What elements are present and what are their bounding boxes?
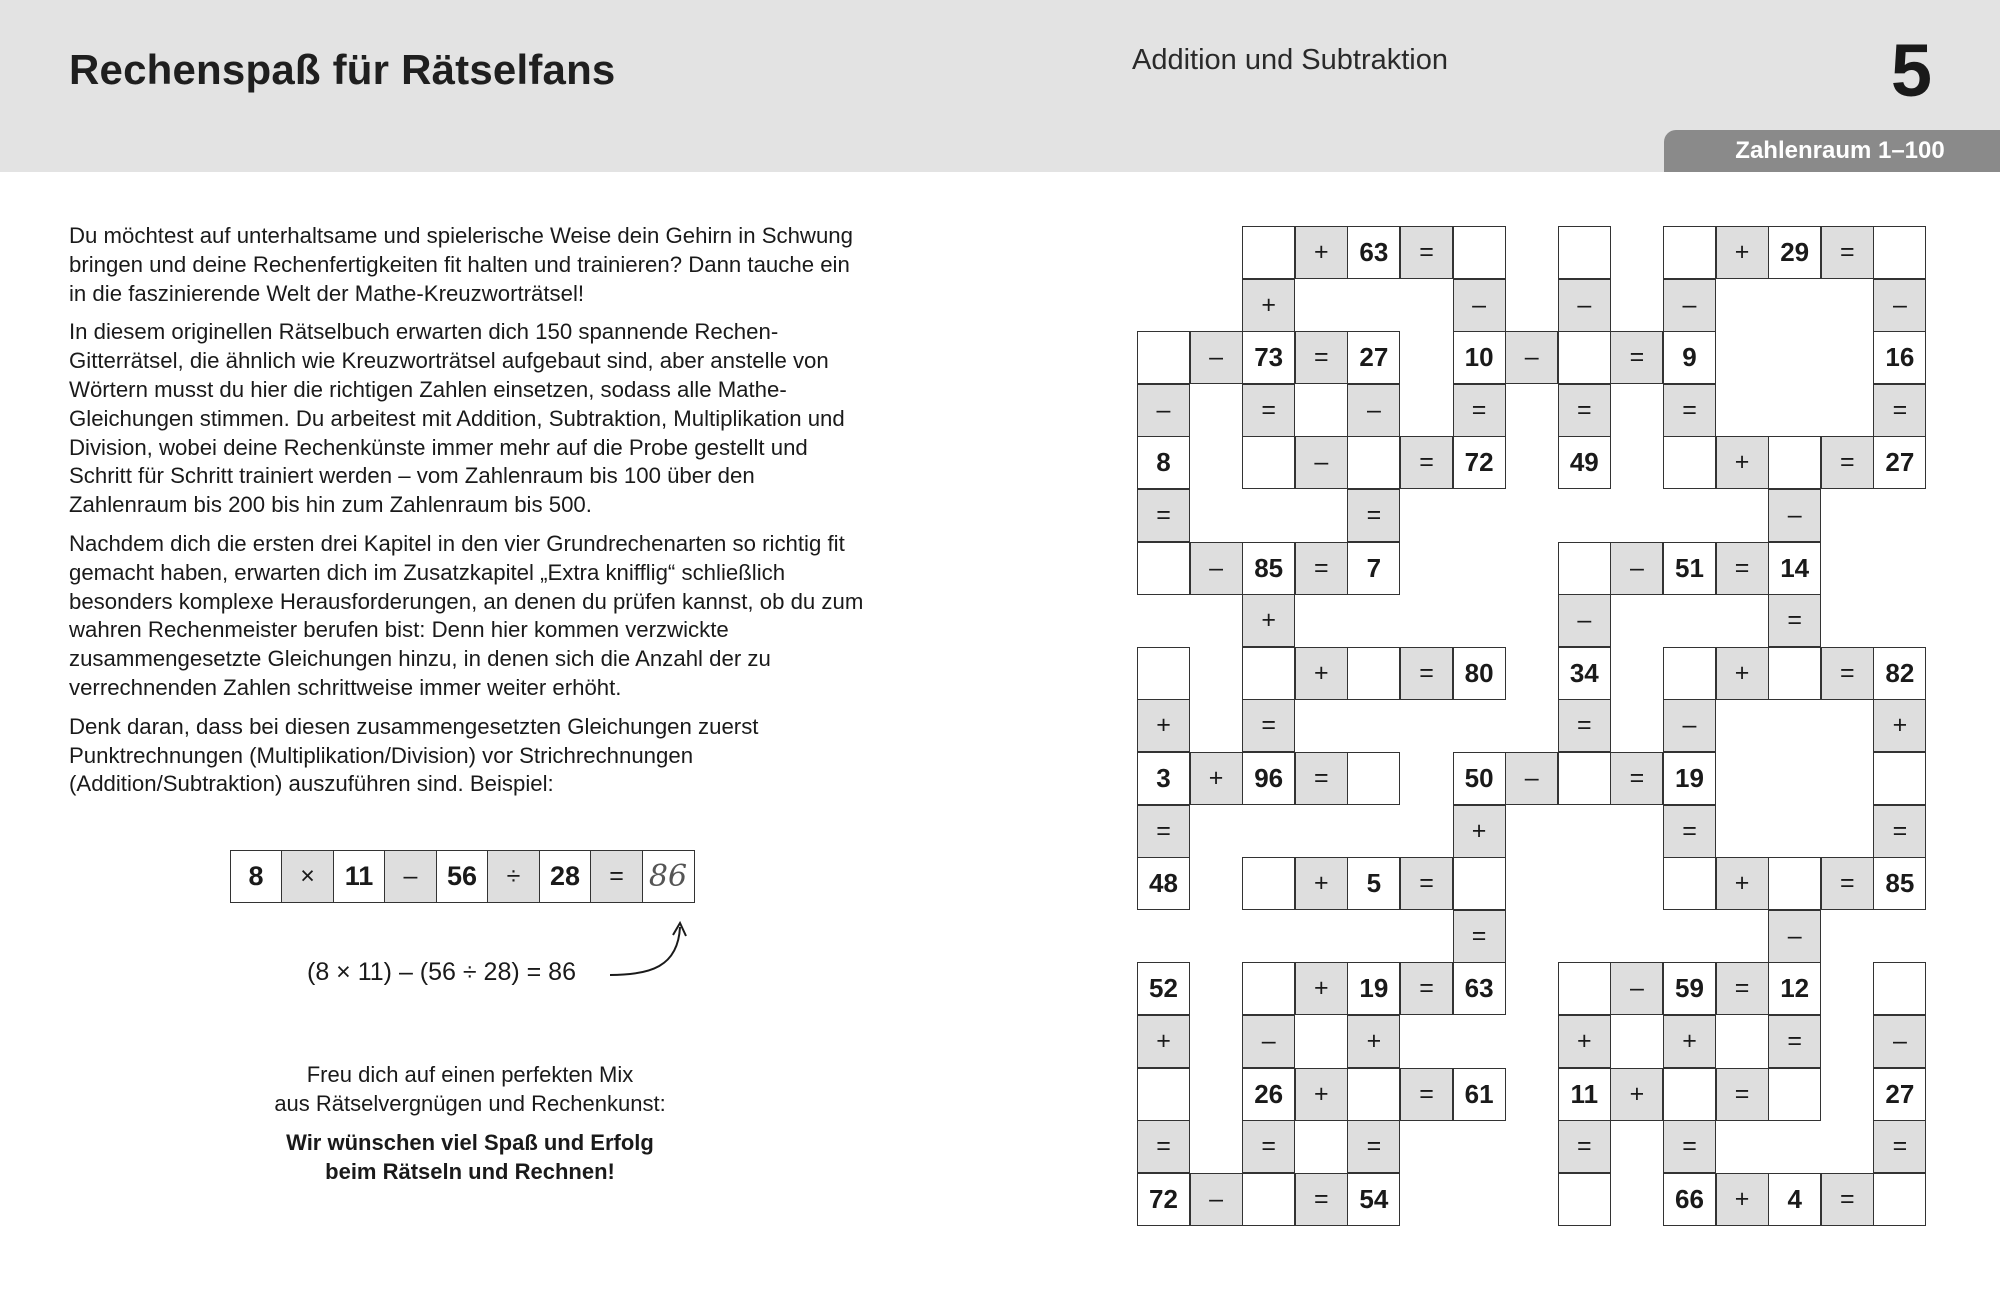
operator-cell: + — [1663, 1015, 1716, 1068]
number-cell: 72 — [1137, 1173, 1190, 1226]
number-cell: 96 — [1242, 752, 1295, 805]
intro-paragraph: Nachdem dich die ersten drei Kapitel in den vier Grundrechenarten so richtig fit gemacht haben, erwarten dich im Zusatzkapitel „Extra knifflig“ schließlich besonders komplexe Herausforderungen, an denen du prüfen kannst, ob du zum wahren Rechenmeister berufen bist: Denn hier kommen verzwickte zusammengesetzte Gleichungen hinzu, in denen sich die Anzahl der zu verrechnenden Zahlen schrittweise immer weiter erhöht. — [69, 530, 864, 700]
page-header — [0, 0, 2000, 172]
number-cell: 14 — [1768, 542, 1821, 595]
example-number-cell: 28 — [539, 850, 592, 903]
operator-cell: + — [1242, 279, 1295, 332]
answer-cell[interactable] — [1242, 1173, 1295, 1226]
operator-cell: + — [1716, 436, 1769, 489]
number-cell: 9 — [1663, 331, 1716, 384]
closing-wish: beim Rätseln und Rechnen! — [325, 1159, 615, 1184]
answer-cell[interactable] — [1137, 647, 1190, 700]
answer-cell[interactable] — [1453, 857, 1506, 910]
answer-cell[interactable] — [1242, 962, 1295, 1015]
operator-cell: = — [1663, 384, 1716, 437]
operator-cell: + — [1558, 1015, 1611, 1068]
operator-cell: + — [1295, 962, 1348, 1015]
page-number: 5 — [1890, 29, 1932, 112]
example-operator-cell: – — [384, 850, 437, 903]
number-range-tab: Zahlenraum 1–100 — [1664, 130, 2000, 172]
answer-cell[interactable] — [1347, 752, 1400, 805]
operator-cell: + — [1295, 1068, 1348, 1121]
operator-cell: – — [1242, 1015, 1295, 1068]
operator-cell: = — [1768, 594, 1821, 647]
answer-cell[interactable] — [1873, 752, 1926, 805]
number-cell: 19 — [1347, 962, 1400, 1015]
number-cell: 27 — [1873, 1068, 1926, 1121]
operator-cell: – — [1190, 331, 1243, 384]
operator-cell: = — [1873, 805, 1926, 858]
chapter-title: Addition und Subtraktion — [1132, 44, 1448, 76]
operator-cell: = — [1400, 1068, 1453, 1121]
answer-cell[interactable] — [1558, 1173, 1611, 1226]
operator-cell: = — [1400, 857, 1453, 910]
number-cell: 29 — [1768, 226, 1821, 279]
operator-cell: = — [1716, 962, 1769, 1015]
operator-cell: = — [1768, 1015, 1821, 1068]
answer-cell[interactable] — [1137, 1068, 1190, 1121]
intro-paragraph: In diesem originellen Rätselbuch erwarten dich 150 spannende Rechen-Gitterrätsel, die ähnlich wie Kreuzworträtsel aufgebaut sind, aber anstelle von Wörtern musst du hier die richtigen Zahlen einsetzen, sodass alle Mathe-Gleichungen stimmen. Du arbeitest mit Addition, Subtraktion, Multiplikation und Division, wobei deine Rechenkünste immer mehr auf die Probe gestellt und Schritt für Schritt trainiert werden – vom Zahlenraum bis 100 über den Zahlenraum bis 200 bis hin zum Zahlenraum bis 500. — [69, 319, 845, 518]
answer-cell[interactable] — [1558, 226, 1611, 279]
example-handwritten-answer: 86 — [642, 850, 695, 903]
example-number-cell: 56 — [436, 850, 489, 903]
operator-cell: + — [1295, 857, 1348, 910]
number-cell: 3 — [1137, 752, 1190, 805]
answer-cell[interactable] — [1768, 857, 1821, 910]
operator-cell: = — [1242, 699, 1295, 752]
operator-cell: = — [1347, 1120, 1400, 1173]
example-operator-cell: = — [590, 850, 643, 903]
number-cell: 80 — [1453, 647, 1506, 700]
answer-cell[interactable] — [1663, 857, 1716, 910]
number-cell: 63 — [1347, 226, 1400, 279]
operator-cell: = — [1663, 1120, 1716, 1173]
operator-cell: + — [1716, 1173, 1769, 1226]
number-cell: 7 — [1347, 542, 1400, 595]
number-cell: 11 — [1558, 1068, 1611, 1121]
answer-cell[interactable] — [1242, 226, 1295, 279]
operator-cell: = — [1716, 542, 1769, 595]
operator-cell: = — [1400, 226, 1453, 279]
closing-text — [200, 1060, 740, 1186]
operator-cell: – — [1505, 752, 1558, 805]
operator-cell: + — [1295, 647, 1348, 700]
operator-cell: = — [1558, 699, 1611, 752]
operator-cell: = — [1242, 384, 1295, 437]
number-cell: 72 — [1453, 436, 1506, 489]
operator-cell: + — [1716, 647, 1769, 700]
operator-cell: = — [1400, 647, 1453, 700]
answer-cell[interactable] — [1768, 1068, 1821, 1121]
operator-cell: – — [1453, 279, 1506, 332]
operator-cell: = — [1610, 331, 1663, 384]
operator-cell: – — [1505, 331, 1558, 384]
number-cell: 4 — [1768, 1173, 1821, 1226]
operator-cell: + — [1610, 1068, 1663, 1121]
curved-arrow-icon — [600, 915, 690, 995]
example-number-cell: 8 — [230, 850, 283, 903]
operator-cell: + — [1295, 226, 1348, 279]
intro-paragraph: Du möchtest auf unterhaltsame und spielerische Weise dein Gehirn in Schwung bringen und deine Rechenfertigkeiten fit halten und trainieren? Dann tauche ein in die faszinierende Welt der Mathe-Kreuzworträtsel! — [69, 223, 853, 306]
operator-cell: – — [1347, 384, 1400, 437]
operator-cell: = — [1453, 910, 1506, 963]
closing-wish: Wir wünschen viel Spaß und Erfolg — [286, 1130, 654, 1155]
answer-cell[interactable] — [1137, 331, 1190, 384]
example-operator-cell: × — [281, 850, 334, 903]
operator-cell: – — [1137, 384, 1190, 437]
operator-cell: – — [1768, 910, 1821, 963]
operator-cell: – — [1558, 594, 1611, 647]
number-cell: 8 — [1137, 436, 1190, 489]
answer-cell[interactable] — [1137, 542, 1190, 595]
operator-cell: + — [1190, 752, 1243, 805]
answer-cell[interactable] — [1558, 962, 1611, 1015]
answer-cell[interactable] — [1768, 436, 1821, 489]
operator-cell: = — [1295, 542, 1348, 595]
answer-cell[interactable] — [1242, 857, 1295, 910]
answer-cell[interactable] — [1873, 962, 1926, 1015]
closing-line: Freu dich auf einen perfekten Mix — [306, 1062, 634, 1087]
operator-cell: – — [1190, 542, 1243, 595]
number-cell: 50 — [1453, 752, 1506, 805]
answer-cell[interactable] — [1873, 226, 1926, 279]
operator-cell: + — [1347, 1015, 1400, 1068]
number-cell: 27 — [1873, 436, 1926, 489]
number-cell: 10 — [1453, 331, 1506, 384]
number-cell: 51 — [1663, 542, 1716, 595]
answer-cell[interactable] — [1558, 331, 1611, 384]
operator-cell: = — [1137, 805, 1190, 858]
operator-cell: = — [1558, 1120, 1611, 1173]
operator-cell: – — [1295, 436, 1348, 489]
answer-cell[interactable] — [1453, 226, 1506, 279]
answer-cell[interactable] — [1242, 647, 1295, 700]
operator-cell: = — [1453, 384, 1506, 437]
number-cell: 73 — [1242, 331, 1295, 384]
operator-cell: – — [1663, 699, 1716, 752]
number-cell: 48 — [1137, 857, 1190, 910]
operator-cell: = — [1558, 384, 1611, 437]
operator-cell: – — [1663, 279, 1716, 332]
operator-cell: + — [1453, 805, 1506, 858]
answer-cell[interactable] — [1663, 647, 1716, 700]
number-cell: 82 — [1873, 647, 1926, 700]
operator-cell: = — [1821, 647, 1874, 700]
operator-cell: = — [1295, 331, 1348, 384]
answer-cell[interactable] — [1347, 436, 1400, 489]
operator-cell: – — [1610, 962, 1663, 1015]
number-cell: 19 — [1663, 752, 1716, 805]
operator-cell: + — [1242, 594, 1295, 647]
intro-text — [69, 222, 869, 809]
answer-cell[interactable] — [1663, 436, 1716, 489]
operator-cell: + — [1716, 226, 1769, 279]
answer-cell[interactable] — [1873, 1173, 1926, 1226]
book-title: Rechenspaß für Rätselfans — [69, 46, 616, 93]
operator-cell: = — [1347, 489, 1400, 542]
operator-cell: = — [1821, 226, 1874, 279]
operator-cell: = — [1663, 805, 1716, 858]
operator-cell: – — [1558, 279, 1611, 332]
example-operator-cell: ÷ — [487, 850, 540, 903]
intro-paragraph: Denk daran, dass bei diesen zusammengesetzten Gleichungen zuerst Punktrechnungen (Multiplikation/Division) vor Strichrechnungen (Addition/Subtraktion) auszuführen sind. Beispiel: — [69, 713, 759, 797]
number-cell: 63 — [1453, 962, 1506, 1015]
number-cell: 61 — [1453, 1068, 1506, 1121]
answer-cell[interactable] — [1347, 1068, 1400, 1121]
closing-line: aus Rätselvergnügen und Rechenkunst: — [274, 1091, 666, 1116]
number-cell: 54 — [1347, 1173, 1400, 1226]
operator-cell: = — [1821, 1173, 1874, 1226]
operator-cell: = — [1242, 1120, 1295, 1173]
number-cell: 26 — [1242, 1068, 1295, 1121]
answer-cell[interactable] — [1347, 647, 1400, 700]
number-cell: 49 — [1558, 436, 1611, 489]
operator-cell: = — [1821, 857, 1874, 910]
operator-cell: + — [1873, 699, 1926, 752]
operator-cell: = — [1295, 1173, 1348, 1226]
operator-cell: – — [1873, 279, 1926, 332]
number-cell: 66 — [1663, 1173, 1716, 1226]
number-cell: 12 — [1768, 962, 1821, 1015]
operator-cell: = — [1400, 962, 1453, 1015]
operator-cell: = — [1295, 752, 1348, 805]
answer-cell[interactable] — [1558, 542, 1611, 595]
number-cell: 27 — [1347, 331, 1400, 384]
number-cell: 52 — [1137, 962, 1190, 1015]
operator-cell: – — [1610, 542, 1663, 595]
number-cell: 34 — [1558, 647, 1611, 700]
operator-cell: = — [1610, 752, 1663, 805]
operator-cell: = — [1716, 1068, 1769, 1121]
operator-cell: = — [1137, 489, 1190, 542]
answer-cell[interactable] — [1663, 1068, 1716, 1121]
number-cell: 59 — [1663, 962, 1716, 1015]
answer-cell[interactable] — [1663, 226, 1716, 279]
example-formula: (8 × 11) – (56 ÷ 28) = 86 — [307, 958, 576, 986]
operator-cell: = — [1400, 436, 1453, 489]
operator-cell: + — [1137, 1015, 1190, 1068]
number-cell: 5 — [1347, 857, 1400, 910]
example-equation — [231, 850, 695, 903]
operator-cell: – — [1768, 489, 1821, 542]
answer-cell[interactable] — [1768, 647, 1821, 700]
operator-cell: – — [1190, 1173, 1243, 1226]
example-number-cell: 11 — [333, 850, 386, 903]
answer-cell[interactable] — [1558, 752, 1611, 805]
answer-cell[interactable] — [1242, 436, 1295, 489]
operator-cell: = — [1821, 436, 1874, 489]
operator-cell: + — [1137, 699, 1190, 752]
operator-cell: – — [1873, 1015, 1926, 1068]
operator-cell: = — [1873, 1120, 1926, 1173]
operator-cell: = — [1873, 384, 1926, 437]
number-cell: 85 — [1242, 542, 1295, 595]
number-cell: 85 — [1873, 857, 1926, 910]
operator-cell: = — [1137, 1120, 1190, 1173]
number-cell: 16 — [1873, 331, 1926, 384]
operator-cell: + — [1716, 857, 1769, 910]
